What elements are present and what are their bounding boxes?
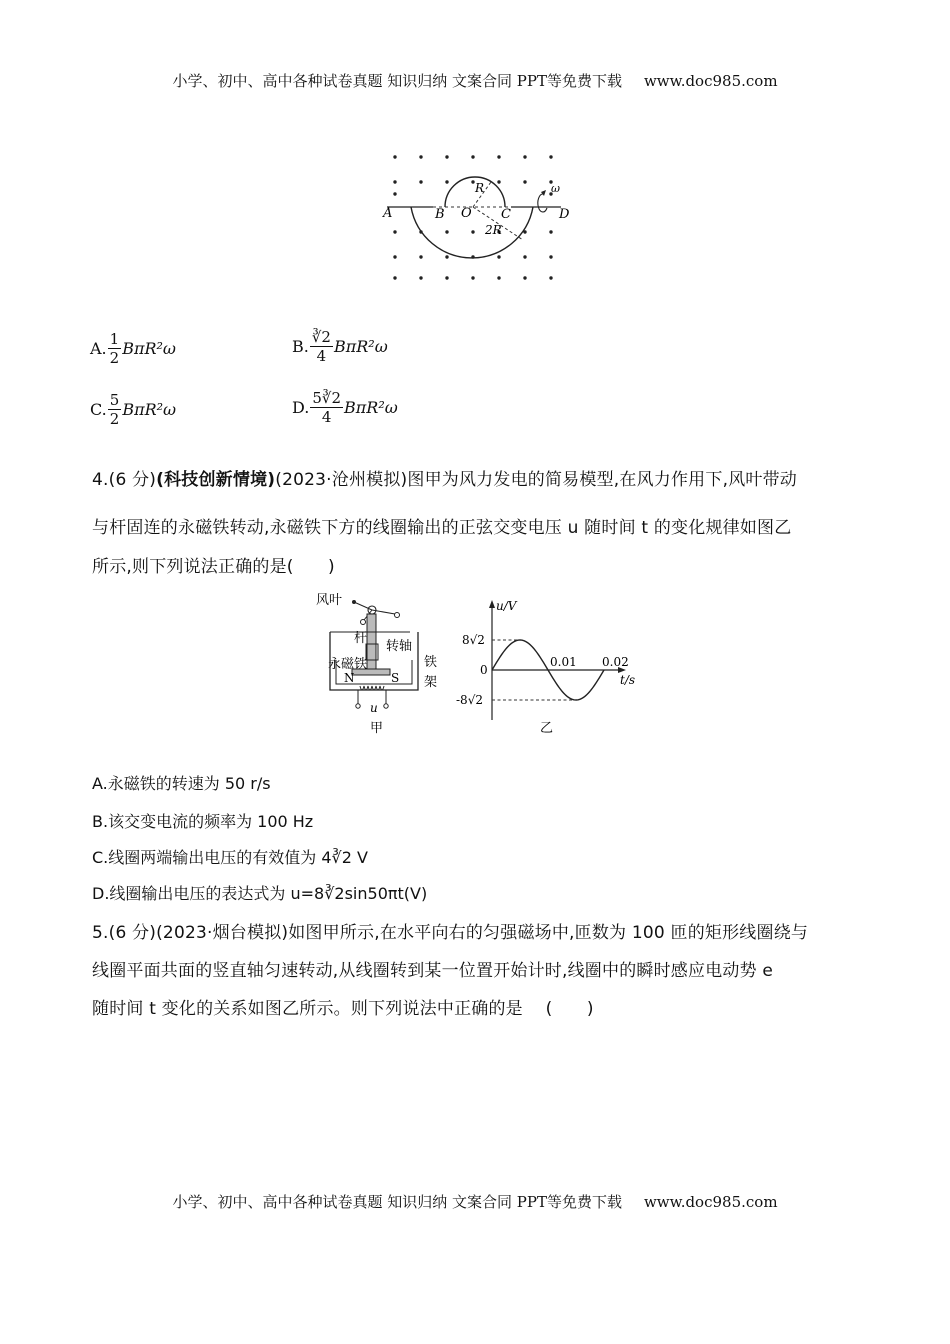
label-jia: 架 (424, 675, 438, 690)
field-dot (523, 255, 526, 258)
label-N: N (344, 671, 355, 685)
q5-stem-line2: 线圈平面共面的竖直轴匀速转动,从线圈转到某一位置开始计时,线圈中的瞬时感应电动势 e (92, 961, 774, 981)
field-dot (523, 180, 526, 183)
field-dot (393, 192, 396, 195)
field-dot (471, 155, 474, 158)
field-dot (445, 255, 448, 258)
label-fengye: 风叶 (316, 593, 343, 608)
field-dot (419, 155, 422, 158)
x-tick-0.01: 0.01 (550, 655, 577, 669)
field-dot (471, 276, 474, 279)
y-axis-label: u/V (496, 599, 517, 613)
q4-option-c[interactable]: C.线圈两端输出电压的有效值为 4∛2 V (92, 848, 368, 867)
label-A: A (383, 206, 393, 221)
label-O: O (461, 206, 472, 221)
y-tick-pos: 8√2 (462, 633, 485, 647)
figure-magnetic-field (375, 150, 585, 285)
q3-option-d[interactable]: D. $\frac{5∛2}{4}$ BπR²ω (292, 389, 398, 426)
field-dot (393, 155, 396, 158)
y-tick-neg: -8√2 (456, 693, 483, 707)
header-url[interactable]: www.doc985.com (643, 72, 778, 90)
q4-option-d[interactable]: D.线圈输出电压的表达式为 u=8∛2sin50πt(V) (92, 884, 428, 903)
field-dot (445, 180, 448, 183)
q4-option-a[interactable]: A.永磁铁的转速为 50 r/s (92, 774, 271, 793)
label-B: B (435, 207, 445, 222)
field-dot (549, 230, 552, 233)
field-dot (393, 276, 396, 279)
page-header (0, 70, 950, 91)
caption-jia: 甲 (370, 721, 384, 736)
field-dot (523, 276, 526, 279)
field-dot (549, 155, 552, 158)
label-tie: 铁 (424, 655, 438, 670)
field-dot (523, 155, 526, 158)
field-dot (497, 180, 500, 183)
field-dot (393, 255, 396, 258)
page-footer (0, 1191, 950, 1212)
x-axis-label: t/s (620, 673, 636, 687)
field-dot (549, 255, 552, 258)
field-dots (393, 155, 552, 279)
label-omega: ω (551, 182, 560, 195)
field-dot (471, 230, 474, 233)
field-dot (419, 255, 422, 258)
q3-option-c[interactable]: C. $\frac{5}{2}$ BπR²ω (90, 391, 177, 428)
q4-stem-line1: 4.(6 分)(科技创新情境)(2023·沧州模拟)图甲为风力发电的简易模型,在风力作用下,风叶带动 (92, 470, 797, 490)
field-dot (419, 276, 422, 279)
label-yongcitie: 永磁铁 (328, 657, 368, 672)
q4-stem-line3: 所示,则下列说法正确的是( ) (92, 557, 335, 577)
chart-caption: 乙 (540, 721, 554, 736)
figure-wind-generator (310, 590, 450, 738)
label-gan: 杆 (354, 631, 368, 646)
label-2R: 2R (485, 223, 502, 237)
label-u: u (370, 701, 378, 715)
header-text: 小学、初中、高中各种试卷真题 知识归纳 文案合同 PPT等免费下载 (172, 72, 622, 90)
label-S: S (391, 671, 400, 685)
q4-stem-line2: 与杆固连的永磁铁转动,永磁铁下方的线圈输出的正弦交变电压 u 随时间 t 的变化规律如图乙 (92, 518, 792, 538)
y-axis-arrow (489, 600, 495, 608)
label-zhuanzhou: 转轴 (386, 639, 413, 654)
q4-option-b[interactable]: B.该交变电流的频率为 100 Hz (92, 812, 314, 831)
q3-option-b[interactable]: B. $\frac{∛2}{4}$ BπR²ω (292, 328, 388, 365)
label-D: D (559, 207, 570, 222)
label-C: C (501, 207, 511, 222)
field-dot (497, 255, 500, 258)
footer-text: 小学、初中、高中各种试卷真题 知识归纳 文案合同 PPT等免费下载 (172, 1193, 622, 1211)
q5-stem-line1: 5.(6 分)(2023·烟台模拟)如图甲所示,在水平向右的匀强磁场中,匝数为 100 匝的矩形线圈绕与 (92, 923, 809, 943)
field-dot (393, 230, 396, 233)
q3-option-a[interactable]: A. $\frac{1}{2}$ BπR²ω (90, 330, 176, 367)
field-dot (445, 230, 448, 233)
footer-url[interactable]: www.doc985.com (643, 1193, 778, 1211)
field-dot (497, 155, 500, 158)
field-dot (419, 180, 422, 183)
field-dot (549, 276, 552, 279)
field-dot (445, 276, 448, 279)
q5-stem-line3: 随时间 t 变化的关系如图乙所示。则下列说法中正确的是 ( ) (92, 999, 594, 1019)
label-R: R (475, 181, 485, 195)
figure-sine-chart (452, 592, 652, 738)
field-dot (445, 155, 448, 158)
field-dot (497, 276, 500, 279)
x-tick-0.02: 0.02 (602, 655, 629, 669)
field-dot (393, 180, 396, 183)
y-tick-zero: 0 (480, 663, 488, 677)
